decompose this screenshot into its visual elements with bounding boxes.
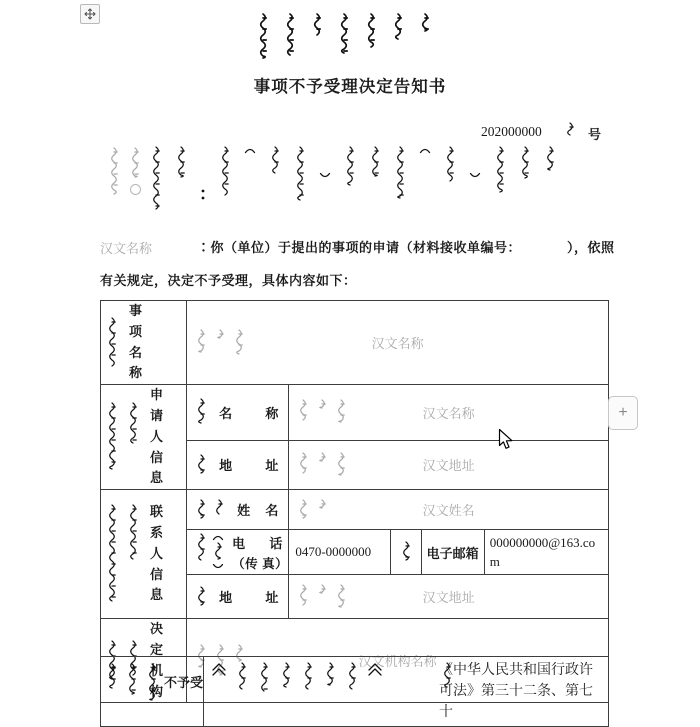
- mongolian-surname-placeholder[interactable]: [297, 499, 328, 521]
- law-reference-text: 《中华人民共和国行政许可法》第三十二条、第七十: [439, 663, 593, 720]
- contact-name-placeholder[interactable]: 汉文姓名: [422, 503, 475, 519]
- intro-line-start: ∶你（单位）于提出的事项的申请（材料接收单编号：: [197, 240, 522, 255]
- phone-value[interactable]: 0470-0000000: [295, 544, 372, 560]
- phone-label-cell: [187, 530, 289, 575]
- mongolian-applicant-label: [106, 402, 139, 472]
- contact-header-cell: [101, 490, 187, 619]
- add-button[interactable]: [608, 396, 638, 430]
- basis-value-cell[interactable]: [204, 657, 609, 727]
- email-label: 电子邮箱: [426, 545, 479, 561]
- mongolian-title-text: [257, 13, 431, 61]
- form-table: [100, 300, 609, 703]
- doc-number: 202000000: [481, 124, 542, 139]
- item-name-label: 事项名称: [129, 303, 144, 381]
- move-arrows-icon: [84, 8, 96, 20]
- mongolian-contact-addr-placeholder[interactable]: [297, 584, 347, 610]
- contact-name-label: 姓名: [237, 503, 279, 519]
- contact-header-label: 联系人信息: [150, 504, 165, 603]
- authority-placeholder[interactable]: 汉文机构名称: [358, 654, 437, 670]
- email-label-cell: [421, 530, 484, 575]
- fax-label: （传 真）: [232, 556, 289, 571]
- contact-addr-label-cell: [187, 575, 289, 619]
- mongolian-basis-text: [212, 662, 382, 694]
- intro-line-end: ），依照: [567, 240, 615, 255]
- email-value-cell[interactable]: [484, 530, 608, 575]
- contact-addr-value-cell[interactable]: [289, 575, 609, 619]
- mongolian-contact-addr-label: [195, 586, 207, 608]
- basis-table: [100, 656, 609, 727]
- item-name-placeholder[interactable]: 汉文名称: [371, 336, 424, 352]
- applicant-addr-placeholder[interactable]: 汉文地址: [422, 458, 475, 474]
- email-mongolian-cell: [390, 530, 421, 575]
- phone-value-cell[interactable]: [289, 530, 390, 575]
- mongolian-item-label: [106, 317, 118, 369]
- item-name-value-cell[interactable]: [187, 301, 609, 385]
- contact-addr-label: 地址: [219, 590, 279, 606]
- hanwen-name-placeholder[interactable]: 汉文名称: [100, 241, 153, 256]
- placeholder-circle-icon: [130, 184, 141, 195]
- applicant-header-label: 申请人信息: [150, 387, 165, 486]
- mongolian-addr-placeholder[interactable]: [297, 452, 347, 478]
- applicant-name-value-cell[interactable]: [289, 385, 609, 440]
- mongolian-phone-label: [195, 533, 224, 571]
- mongolian-item-placeholder[interactable]: [195, 329, 245, 357]
- intro-line: [197, 237, 615, 256]
- mongolian-email-label: [400, 541, 412, 563]
- phone-label: 电话: [232, 535, 283, 551]
- applicant-name-placeholder[interactable]: 汉文名称: [422, 405, 475, 421]
- mongolian-contact-label: [106, 504, 139, 604]
- applicant-name-label: 名称: [219, 405, 279, 421]
- mongolian-body-text: [150, 146, 556, 212]
- contact-addr-placeholder[interactable]: 汉文地址: [422, 590, 475, 606]
- mongolian-basis-label: [106, 663, 158, 703]
- applicant-addr-label: 地址: [219, 458, 279, 474]
- doc-number-suffix: 号: [588, 127, 602, 142]
- move-handle[interactable]: [80, 4, 100, 24]
- mongolian-name-placeholder[interactable]: [297, 399, 347, 425]
- intro-line2: 有关规定，决定不予受理，具体内容如下：: [100, 273, 357, 288]
- plus-icon: +: [618, 404, 628, 421]
- mongolian-surname-label: [195, 499, 225, 521]
- applicant-name-label-cell: [187, 385, 289, 440]
- mongolian-number-word: [564, 122, 576, 138]
- applicant-addr-value-cell[interactable]: [289, 440, 609, 490]
- applicant-addr-label-cell: [187, 440, 289, 490]
- authority-header-label: 决定机构: [150, 621, 165, 699]
- page-title: 事项不予受理决定告知书: [253, 78, 447, 96]
- email-value[interactable]: 000000000@163.com: [489, 534, 596, 570]
- contact-name-label-cell: [187, 490, 289, 530]
- mouse-cursor-icon: [498, 428, 515, 451]
- basis-header-label: 不予受: [164, 675, 204, 690]
- basis-header-cell: [101, 657, 204, 727]
- contact-name-value-cell[interactable]: [289, 490, 609, 530]
- item-name-header-cell: [101, 301, 187, 385]
- applicant-header-cell: [101, 385, 187, 490]
- mongolian-name-label: [195, 398, 207, 426]
- mongolian-addr-label: [195, 454, 207, 476]
